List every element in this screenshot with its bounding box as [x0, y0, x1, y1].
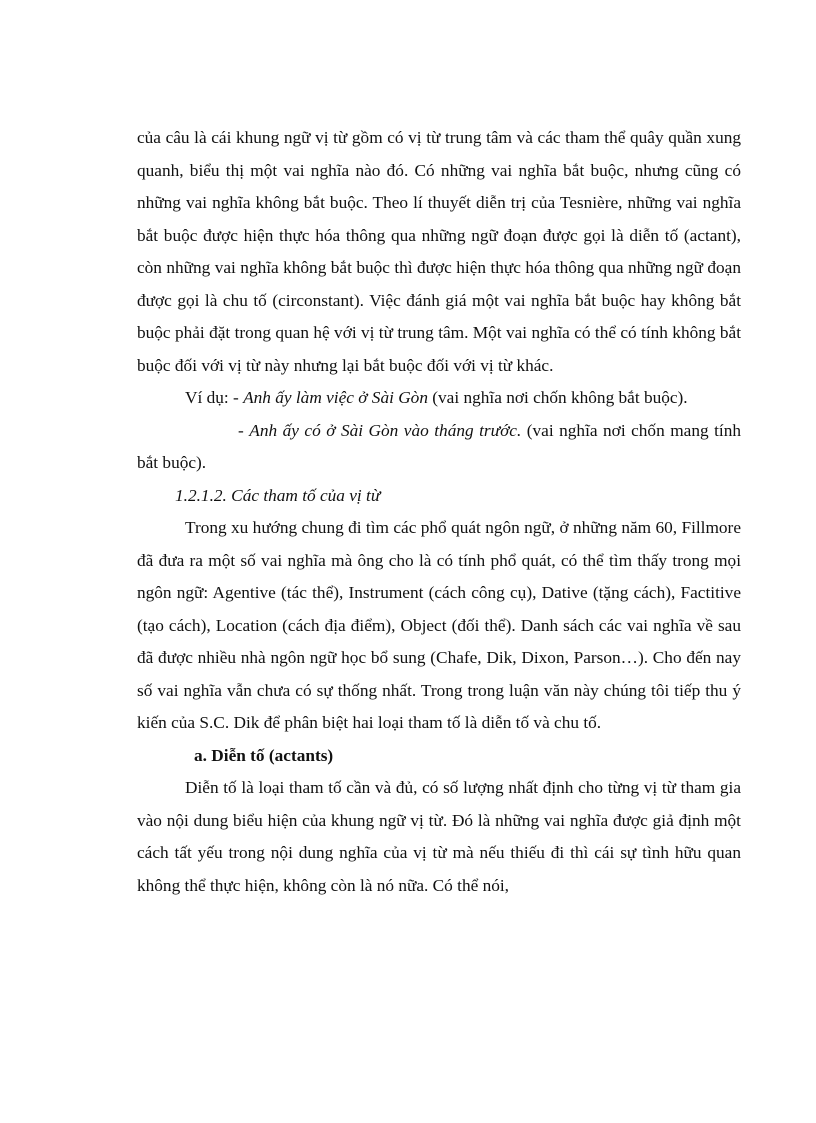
example-1 [137, 382, 741, 415]
example-dash: - [238, 420, 250, 440]
body-text [137, 122, 741, 902]
section-heading: 1.2.1.2. Các tham tố của vị từ [175, 485, 381, 505]
paragraph: Diễn tố là loại tham tố cần và đủ, có số lượng nhất định cho từng vị từ tham gia vào nội dung biểu hiện của khung ngữ vị từ. Đó là những vai nghĩa được giả định một cách tất yếu trong nội dung nghĩa của vị từ mà nếu thiếu đi thì cái sự tình hữu quan không thể thực hiện, không còn là nó nữa. Có thể nói, [137, 778, 741, 895]
example-label: Ví dụ: - [185, 388, 244, 407]
example-2 [137, 415, 741, 480]
example-sentence: Anh ấy làm việc ở Sài Gòn [243, 388, 428, 407]
example-comment: (vai nghĩa nơi chốn không bắt buộc). [427, 388, 688, 407]
paragraph: Trong xu hướng chung đi tìm các phổ quát ngôn ngữ, ở những năm 60, Fillmore đã đưa ra một số vai nghĩa mà ông cho là có tính phổ quát, có thể tìm thấy trong mọi ngôn ngữ: Agentive (tác thể), Instrument (cách công cụ), Dative (tặng cách), Factitive (tạo cách), Location (cách địa điểm), Object (đối thể). Danh sách các vai nghĩa về sau đã được nhiều nhà ngôn ngữ học bổ sung (Chafe, Dik, Dixon, Parson…). Cho đến nay số vai nghĩa vẫn chưa có sự thống nhất. Trong trong luận văn này chúng tôi tiếp thu ý kiến của S.C. Dik để phân biệt hai loại tham tố là diễn tố và chu tố. [137, 518, 741, 732]
example-sentence: Anh ấy có ở Sài Gòn vào tháng trước. [249, 420, 522, 440]
subheading: a. Diễn tố (actants) [194, 745, 334, 765]
example-comment: (vai nghĩa nơi chốn mang tính bắt buộc). [137, 420, 741, 472]
paragraph: của câu là cái khung ngữ vị từ gồm có vị từ trung tâm và các tham thể quây quần xung quanh, biểu thị một vai nghĩa nào đó. Có những vai nghĩa bắt buộc, nhưng cũng có những vai nghĩa không bắt buộc. Theo lí thuyết diễn trị của Tesnière, những vai nghĩa bắt buộc được hiện thực hóa thông qua những ngữ đoạn được gọi là diễn tố (actant), còn những vai nghĩa không bắt buộc thì được hiện thực hóa thông qua những ngữ đoạn được gọi là chu tố (circonstant). Việc đánh giá một vai nghĩa bắt buộc hay không bắt buộc phải đặt trong quan hệ với vị từ trung tâm. Một vai nghĩa có thể có tính không bắt buộc đối với vị từ này nhưng lại bắt buộc đối với vị từ khác. [137, 128, 741, 375]
